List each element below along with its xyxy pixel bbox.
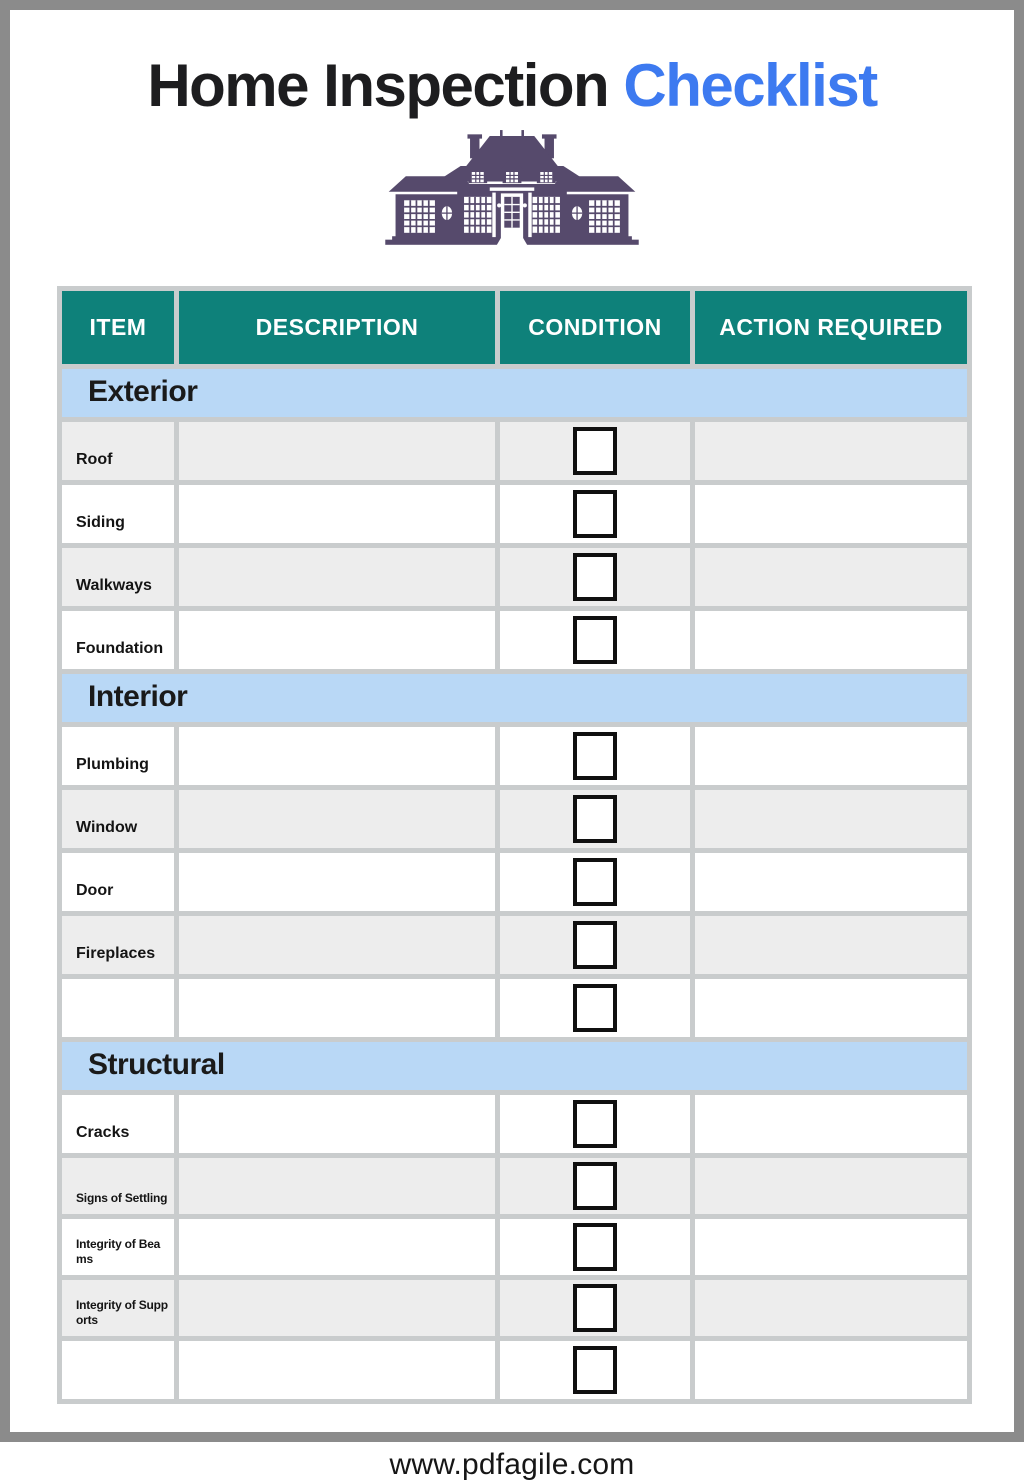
condition-checkbox[interactable] <box>573 616 617 664</box>
description-cell[interactable] <box>179 485 495 543</box>
column-header-condition: CONDITION <box>500 291 690 364</box>
action-cell[interactable] <box>695 1158 967 1214</box>
condition-cell <box>500 916 690 974</box>
item-label-cell: Foundation <box>62 611 174 669</box>
condition-checkbox[interactable] <box>573 858 617 906</box>
condition-checkbox[interactable] <box>573 1284 617 1332</box>
column-header-item: ITEM <box>62 291 174 364</box>
action-cell[interactable] <box>695 1095 967 1153</box>
action-cell[interactable] <box>695 422 967 480</box>
item-label-cell: Siding <box>62 485 174 543</box>
description-cell[interactable] <box>179 611 495 669</box>
condition-cell <box>500 1158 690 1214</box>
item-label-cell: Roof <box>62 422 174 480</box>
table-row <box>62 727 967 785</box>
item-label-cell: Fireplaces <box>62 916 174 974</box>
condition-cell <box>500 611 690 669</box>
condition-checkbox[interactable] <box>573 553 617 601</box>
table-row <box>62 422 967 480</box>
item-label-cell: Signs of Settling <box>62 1158 174 1214</box>
inspection-table <box>57 286 972 1404</box>
table-row <box>62 853 967 911</box>
item-label-cell: Door <box>62 853 174 911</box>
condition-cell <box>500 548 690 606</box>
condition-cell <box>500 979 690 1037</box>
description-cell[interactable] <box>179 1219 495 1275</box>
item-label-cell: Plumbing <box>62 727 174 785</box>
condition-checkbox[interactable] <box>573 1162 617 1210</box>
description-cell[interactable] <box>179 979 495 1037</box>
condition-checkbox[interactable] <box>573 921 617 969</box>
condition-cell <box>500 485 690 543</box>
condition-cell <box>500 727 690 785</box>
column-header-description: DESCRIPTION <box>179 291 495 364</box>
section-header: Structural <box>62 1042 967 1090</box>
condition-cell <box>500 1219 690 1275</box>
condition-checkbox[interactable] <box>573 984 617 1032</box>
description-cell[interactable] <box>179 1095 495 1153</box>
table-row <box>62 1219 967 1275</box>
table-row <box>62 485 967 543</box>
section-row <box>62 674 967 722</box>
table-row <box>62 611 967 669</box>
condition-cell <box>500 1095 690 1153</box>
table-row <box>62 916 967 974</box>
condition-checkbox[interactable] <box>573 1100 617 1148</box>
item-label-cell: Integrity of Supports <box>62 1280 174 1336</box>
section-header: Interior <box>62 674 967 722</box>
action-cell[interactable] <box>695 548 967 606</box>
page-title <box>10 54 1014 117</box>
item-label-cell: Cracks <box>62 1095 174 1153</box>
description-cell[interactable] <box>179 422 495 480</box>
table-row <box>62 548 967 606</box>
item-label-cell: Integrity of Beams <box>62 1219 174 1275</box>
description-cell[interactable] <box>179 548 495 606</box>
condition-cell <box>500 1280 690 1336</box>
table-row <box>62 790 967 848</box>
action-cell[interactable] <box>695 611 967 669</box>
action-cell[interactable] <box>695 979 967 1037</box>
item-label-cell: Walkways <box>62 548 174 606</box>
condition-checkbox[interactable] <box>573 1346 617 1394</box>
description-cell[interactable] <box>179 1341 495 1399</box>
condition-cell <box>500 790 690 848</box>
section-row <box>62 1042 967 1090</box>
condition-checkbox[interactable] <box>573 1223 617 1271</box>
condition-cell <box>500 853 690 911</box>
inspection-table-body <box>62 369 967 1399</box>
action-cell[interactable] <box>695 485 967 543</box>
table-row <box>62 1158 967 1214</box>
page-title-accent: Checklist <box>623 52 877 119</box>
action-cell[interactable] <box>695 727 967 785</box>
action-cell[interactable] <box>695 790 967 848</box>
condition-checkbox[interactable] <box>573 490 617 538</box>
condition-cell <box>500 1341 690 1399</box>
description-cell[interactable] <box>179 853 495 911</box>
description-cell[interactable] <box>179 1280 495 1336</box>
section-row <box>62 369 967 417</box>
description-cell[interactable] <box>179 916 495 974</box>
condition-cell <box>500 422 690 480</box>
action-cell[interactable] <box>695 853 967 911</box>
action-cell[interactable] <box>695 1219 967 1275</box>
action-cell[interactable] <box>695 1341 967 1399</box>
table-row <box>62 1341 967 1399</box>
description-cell[interactable] <box>179 790 495 848</box>
table-row <box>62 979 967 1037</box>
house-illustration-wrap <box>10 130 1014 250</box>
table-row <box>62 1280 967 1336</box>
table-header-row <box>62 291 967 364</box>
description-cell[interactable] <box>179 1158 495 1214</box>
column-header-action-required: ACTION REQUIRED <box>695 291 967 364</box>
item-label-cell: Window <box>62 790 174 848</box>
condition-checkbox[interactable] <box>573 732 617 780</box>
item-label-cell <box>62 979 174 1037</box>
action-cell[interactable] <box>695 916 967 974</box>
page-title-main: Home Inspection <box>147 52 609 119</box>
condition-checkbox[interactable] <box>573 795 617 843</box>
condition-checkbox[interactable] <box>573 427 617 475</box>
footer-link[interactable]: www.pdfagile.com <box>389 1448 635 1481</box>
table-row <box>62 1095 967 1153</box>
section-header: Exterior <box>62 369 967 417</box>
house-illustration <box>375 130 649 250</box>
description-cell[interactable] <box>179 727 495 785</box>
item-label-cell <box>62 1341 174 1399</box>
action-cell[interactable] <box>695 1280 967 1336</box>
